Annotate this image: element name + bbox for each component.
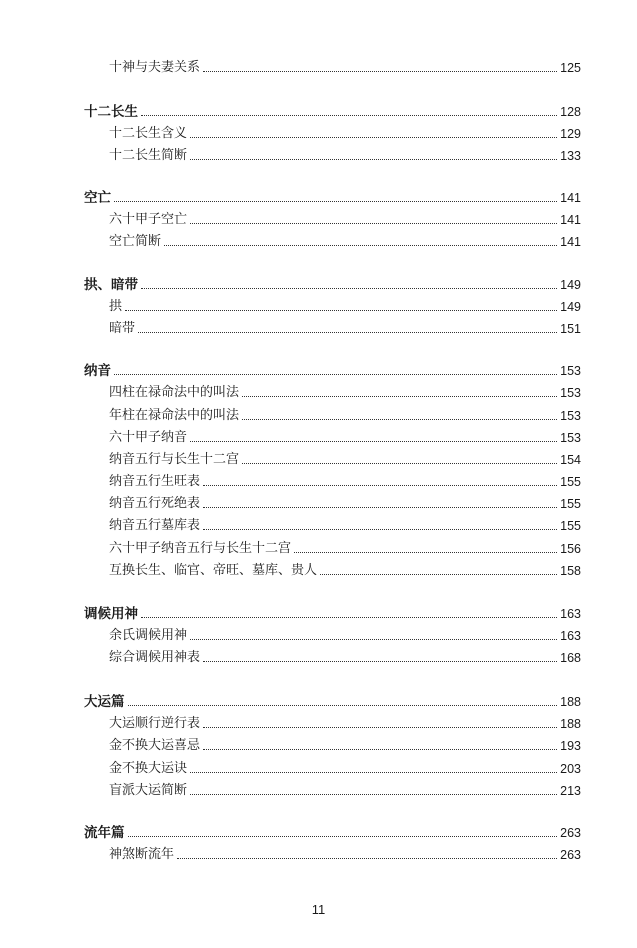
toc-line (84, 357, 581, 379)
leader-dots (203, 660, 557, 662)
toc-page-number: 158 (560, 564, 581, 578)
toc-line (109, 710, 581, 732)
toc-line (109, 535, 581, 557)
leader-dots (294, 551, 557, 553)
toc-line (109, 644, 581, 666)
toc-title: 年柱在禄命法中的叫法 (109, 408, 240, 423)
toc-line (84, 688, 581, 710)
toc-section-title: 空亡 (84, 190, 111, 206)
toc-title: 纳音五行墓库表 (109, 518, 201, 533)
leader-dots (141, 287, 557, 289)
toc-title: 暗带 (109, 321, 136, 336)
toc-line (109, 315, 581, 337)
toc-title: 神煞断流年 (109, 847, 175, 862)
toc-page-number: 141 (560, 235, 581, 249)
toc-line (109, 120, 581, 142)
leader-dots (190, 793, 557, 795)
toc-page-number: 141 (560, 213, 581, 227)
toc-page-number: 141 (560, 191, 581, 205)
toc-title: 互换长生、临官、帝旺、墓库、贵人 (109, 563, 318, 578)
toc-section-title: 拱、暗带 (84, 277, 138, 293)
leader-dots (203, 748, 557, 750)
toc-line (84, 184, 581, 206)
toc-page-number: 188 (560, 717, 581, 731)
toc-page-number: 263 (560, 848, 581, 862)
leader-dots (190, 158, 557, 160)
toc-line (84, 271, 581, 293)
toc-line (109, 424, 581, 446)
toc-line (109, 490, 581, 512)
toc-title: 金不换大运喜忌 (109, 738, 201, 753)
leader-dots (114, 373, 557, 375)
leader-dots (320, 573, 557, 575)
page-number-footer: 11 (311, 902, 326, 917)
leader-dots (114, 200, 557, 202)
toc-title: 六十甲子空亡 (109, 212, 188, 227)
toc-section-title: 纳音 (84, 363, 111, 379)
toc-section-title: 十二长生 (84, 104, 138, 120)
toc-line (84, 98, 581, 120)
toc-page-number: 188 (560, 695, 581, 709)
toc-section-title: 调候用神 (84, 606, 138, 622)
leader-dots (190, 222, 557, 224)
leader-dots (190, 136, 557, 138)
toc-line (109, 557, 581, 579)
toc-line (109, 54, 581, 76)
leader-dots (138, 331, 557, 333)
toc-section-title: 流年篇 (84, 825, 125, 841)
leader-dots (203, 70, 557, 72)
toc-title: 十神与夫妻关系 (109, 60, 201, 75)
toc-line (109, 755, 581, 777)
toc-line (84, 819, 581, 841)
toc-title: 大运顺行逆行表 (109, 716, 201, 731)
leader-dots (203, 506, 557, 508)
toc-page-number: 154 (560, 453, 581, 467)
leader-dots (203, 484, 557, 486)
toc-page-number: 203 (560, 762, 581, 776)
toc-line (109, 841, 581, 863)
toc-page-number: 149 (560, 300, 581, 314)
toc-page-number: 128 (560, 105, 581, 119)
toc-page-number: 193 (560, 739, 581, 753)
toc-line (109, 379, 581, 401)
toc-page-number: 129 (560, 127, 581, 141)
toc-line (109, 228, 581, 250)
leader-dots (164, 244, 557, 246)
toc-title: 拱 (109, 299, 123, 314)
toc-line (109, 512, 581, 534)
toc-page-number: 155 (560, 519, 581, 533)
toc-line (109, 402, 581, 424)
leader-dots (125, 309, 557, 311)
toc-page-number: 168 (560, 651, 581, 665)
toc-page-number: 151 (560, 322, 581, 336)
toc-page-number: 156 (560, 542, 581, 556)
toc-page-number: 163 (560, 629, 581, 643)
toc-title: 空亡简断 (109, 234, 162, 249)
toc-page-number: 263 (560, 826, 581, 840)
toc-page-number: 153 (560, 431, 581, 445)
toc-section-title: 大运篇 (84, 694, 125, 710)
toc-page-number: 163 (560, 607, 581, 621)
leader-dots (242, 462, 557, 464)
toc-page-number: 153 (560, 386, 581, 400)
toc-page-number: 133 (560, 149, 581, 163)
toc-page-number: 155 (560, 497, 581, 511)
toc-title: 金不换大运诀 (109, 761, 188, 776)
toc-title: 盲派大运简断 (109, 783, 188, 798)
leader-dots (190, 638, 557, 640)
toc-line (109, 622, 581, 644)
toc-title: 纳音五行生旺表 (109, 474, 201, 489)
toc-page-number: 155 (560, 475, 581, 489)
toc-title: 纳音五行与长生十二宫 (109, 452, 240, 467)
leader-dots (141, 616, 557, 618)
toc-title: 六十甲子纳音 (109, 430, 188, 445)
toc-page-number: 125 (560, 61, 581, 75)
toc-page-number: 153 (560, 409, 581, 423)
leader-dots (203, 726, 557, 728)
toc-page-number: 213 (560, 784, 581, 798)
toc-title: 综合调候用神表 (109, 650, 201, 665)
leader-dots (128, 704, 558, 706)
leader-dots (242, 395, 557, 397)
leader-dots (128, 835, 558, 837)
toc-line (109, 777, 581, 799)
leader-dots (190, 771, 557, 773)
toc-line (109, 468, 581, 490)
toc-title: 四柱在禄命法中的叫法 (109, 385, 240, 400)
toc-title: 十二长生简断 (109, 148, 188, 163)
toc-title: 十二长生含义 (109, 126, 188, 141)
leader-dots (242, 418, 557, 420)
leader-dots (141, 114, 557, 116)
toc-page-number: 153 (560, 364, 581, 378)
leader-dots (177, 857, 557, 859)
toc-line (109, 206, 581, 228)
toc-line (109, 293, 581, 315)
leader-dots (190, 440, 557, 442)
toc-line (109, 142, 581, 164)
toc-title: 纳音五行死绝表 (109, 496, 201, 511)
toc-title: 余氏调候用神 (109, 628, 188, 643)
toc-page-number: 149 (560, 278, 581, 292)
toc-line (84, 600, 581, 622)
toc-line (109, 732, 581, 754)
toc-line (109, 446, 581, 468)
toc-title: 六十甲子纳音五行与长生十二宫 (109, 541, 292, 556)
leader-dots (203, 528, 557, 530)
